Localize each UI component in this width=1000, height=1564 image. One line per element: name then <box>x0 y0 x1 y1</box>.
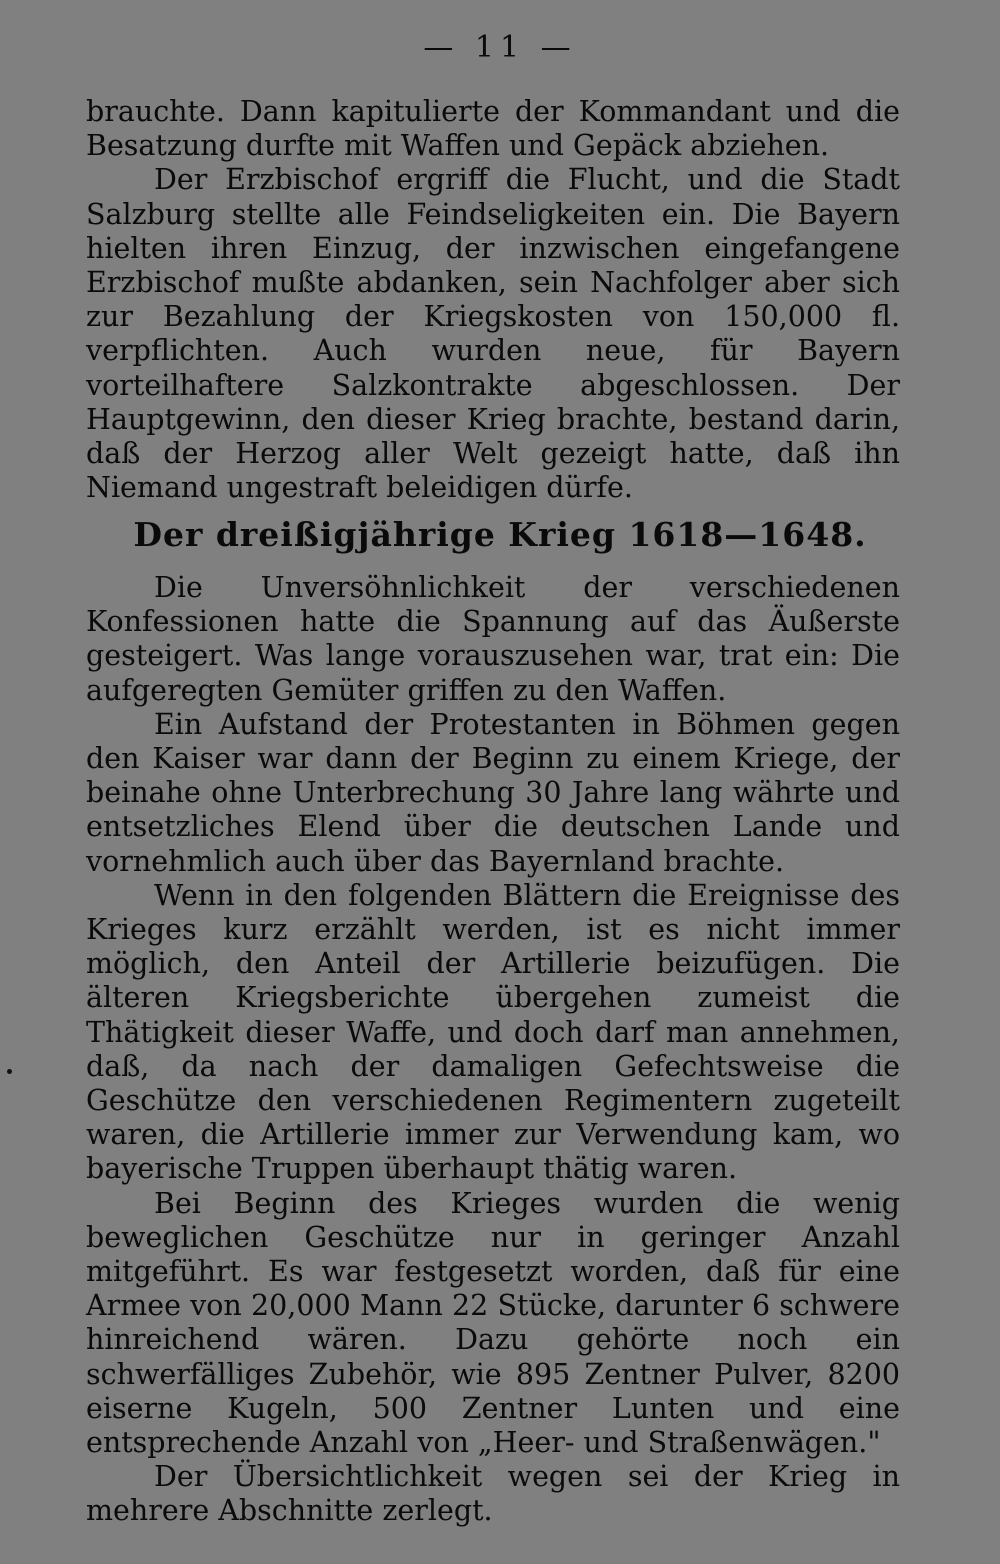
ink-speck <box>7 1069 12 1074</box>
paragraph: Wenn in den folgenden Blättern die Ereignisse des Krieges kurz erzählt werden, ist es nicht immer möglich, den Anteil der Artillerie beizufügen. Die älteren Kriegsberichte übergehen zumeist die Thätigkeit dieser Waffe, und doch darf man annehmen, daß, da nach der damaligen Gefechtsweise die Geschütze den verschiedenen Regimentern zugeteilt waren, die Artillerie immer zur Verwendung kam, wo bayerische Truppen überhaupt thätig waren. <box>86 878 900 1186</box>
paragraph: Die Unversöhnlichkeit der verschiedenen Konfessionen hatte die Spannung auf das Äußerste gesteigert. Was lange vorauszusehen war, trat ein: Die aufgeregten Gemüter griffen zu den Waffen. <box>86 571 900 707</box>
paragraph: Der Übersichtlichkeit wegen sei der Krieg in mehrere Abschnitte zerlegt. <box>86 1460 900 1528</box>
section-heading: Der dreißigjährige Krieg 1618—1648. <box>133 515 867 554</box>
section-text-block <box>86 571 900 1529</box>
page-number: — 11 — <box>423 30 577 65</box>
continued-text-block <box>86 95 900 505</box>
paragraph: Bei Beginn des Krieges wurden die wenig beweglichen Geschütze nur in geringer Anzahl mitgeführt. Es war festgesetzt worden, daß für eine Armee von 20,000 Mann 22 Stücke, darunter 6 schwere hinreichend wären. Dazu gehörte noch ein schwerfälliges Zubehör, wie 895 Zentner Pulver, 8200 eiserne Kugeln, 500 Zentner Lunten und eine entsprechende Anzahl von „Heer- und Straßenwägen." <box>86 1186 900 1460</box>
paragraph: Ein Aufstand der Protestanten in Böhmen gegen den Kaiser war dann der Beginn zu einem Kriege, der beinahe ohne Unterbrechung 30 Jahre lang währte und entsetzliches Elend über die deutschen Lande und vornehmlich auch über das Bayernland brachte. <box>86 707 900 878</box>
paragraph: Der Erzbischof ergriff die Flucht, und die Stadt Salzburg stellte alle Feindseligkeiten ein. Die Bayern hielten ihren Einzug, der inzwischen eingefangene Erzbischof mußte abdanken, sein Nachfolger aber sich zur Bezahlung der Kriegskosten von 150,000 fl. verpflichten. Auch wurden neue, für Bayern vorteilhaftere Salzkontrakte abgeschlossen. Der Hauptgewinn, den dieser Krieg brachte, bestand darin, daß der Herzog aller Welt gezeigt hatte, daß ihn Niemand ungestraft beleidigen dürfe. <box>86 163 900 505</box>
paragraph: brauchte. Dann kapitulierte der Kommandant und die Besatzung durfte mit Waffen und Gepäck abziehen. <box>86 95 900 163</box>
